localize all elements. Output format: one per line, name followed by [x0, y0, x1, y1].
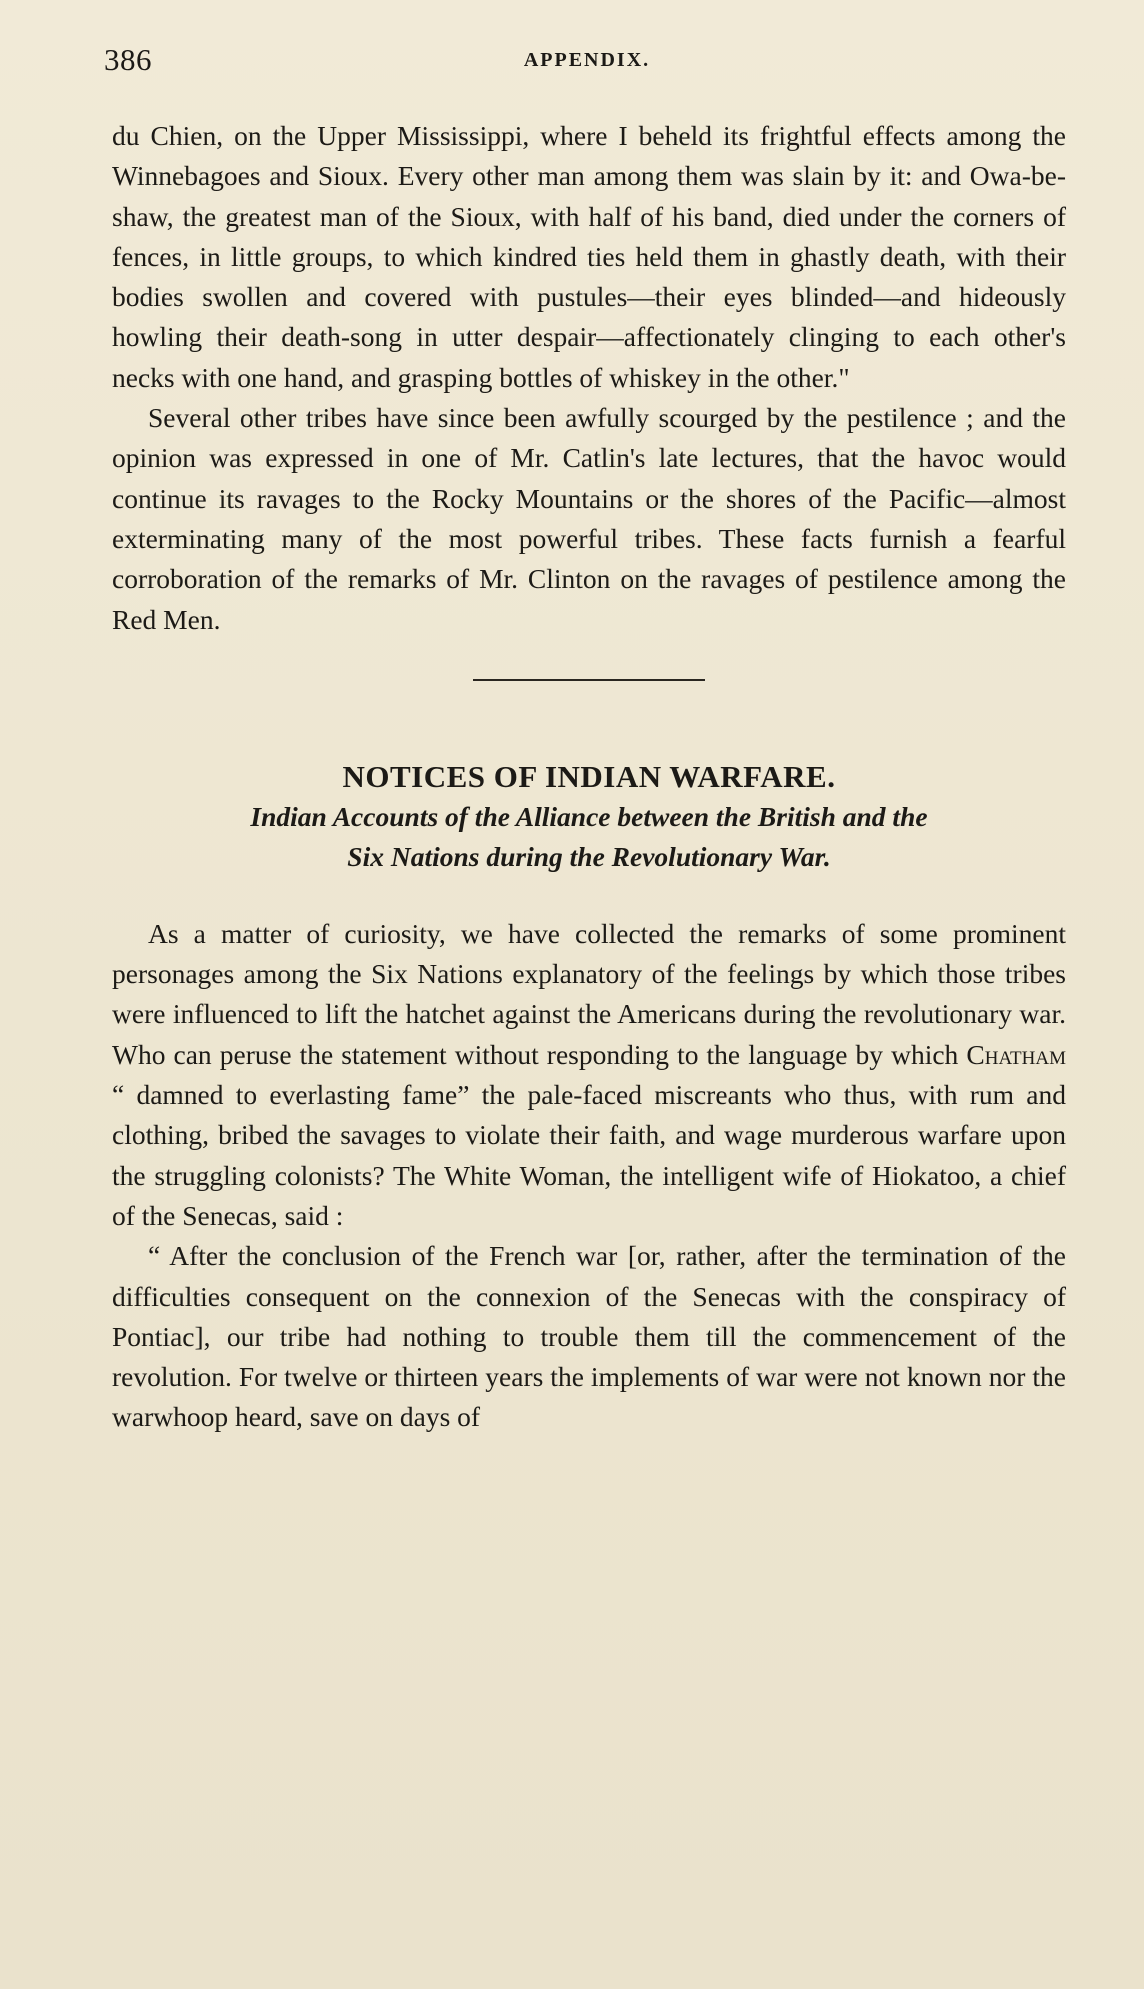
section-title: NOTICES OF INDIAN WARFARE.	[342, 758, 836, 794]
page-header	[104, 42, 1070, 82]
chatham-name: Chatham	[966, 1038, 1066, 1070]
subtitle-line-2: Six Nations during the Revolutionary War.	[347, 840, 831, 872]
running-head: APPENDIX.	[523, 49, 651, 71]
subtitle-line-1: Indian Accounts of the Alliance between the British and the	[250, 800, 928, 832]
paragraph-pestilence: Several other tribes have since been awfully scourged by the pestilence ; and the opinion was expressed in one of Mr. Catlin's late lectures, that the havoc would continue its ravages to the Rocky Mountains or the shores of the Pacific—almost exterminating many of the most powerful tribes. These facts furnish a fearful corroboration of the remarks of Mr. Clinton on the ravages of pestilence among the Red Men.	[112, 402, 1066, 635]
paragraph-curiosity	[112, 914, 1066, 1236]
paragraph-curiosity-text-2: “ damned to everlasting fame” the pale-faced miscreants who thus, with rum and clothing, bribed the savages to violate their faith, and wage murderous warfare upon the struggling colonists? The White Woman, the intelligent wife of Hiokatoo, a chief of the Senecas, said :	[112, 1079, 1066, 1231]
paragraph-quotation: “ After the conclusion of the French war [or, rather, after the termination of the difficulties consequent on the connexion of the Senecas with the conspiracy of Pontiac], our tribe had nothing to trouble them till the commencement of the revolution. For twelve or thirteen years the implements of war were not known nor the warwhoop heard, save on days of	[112, 1240, 1066, 1433]
page-body	[112, 116, 1066, 1438]
section-divider	[473, 679, 705, 681]
section-subtitle	[112, 797, 1066, 877]
page-number: 386	[104, 42, 152, 77]
paragraph-curiosity-text-1: As a matter of curiosity, we have collected the remarks of some prominent personages among the Six Nations explanatory of the feelings by which those tribes were influenced to lift the hatchet against the Americans during the revolutionary war. Who can peruse the statement without responding to the language by which	[112, 917, 1066, 1070]
paragraph-continued: du Chien, on the Upper Mississippi, where I beheld its frightful effects among the Winnebagoes and Sioux. Every other man among them was slain by it: and Owa-be-shaw, the greatest man of the Sioux, with half of his band, died under the corners of fences, in little groups, to which kindred ties held them in ghastly death, with their bodies swollen and covered with pustules—their eyes blinded—and hideously howling their death-song in utter despair—affectionately clinging to each other's necks with one hand, and grasping bottles of whiskey in the other."	[112, 120, 1066, 393]
